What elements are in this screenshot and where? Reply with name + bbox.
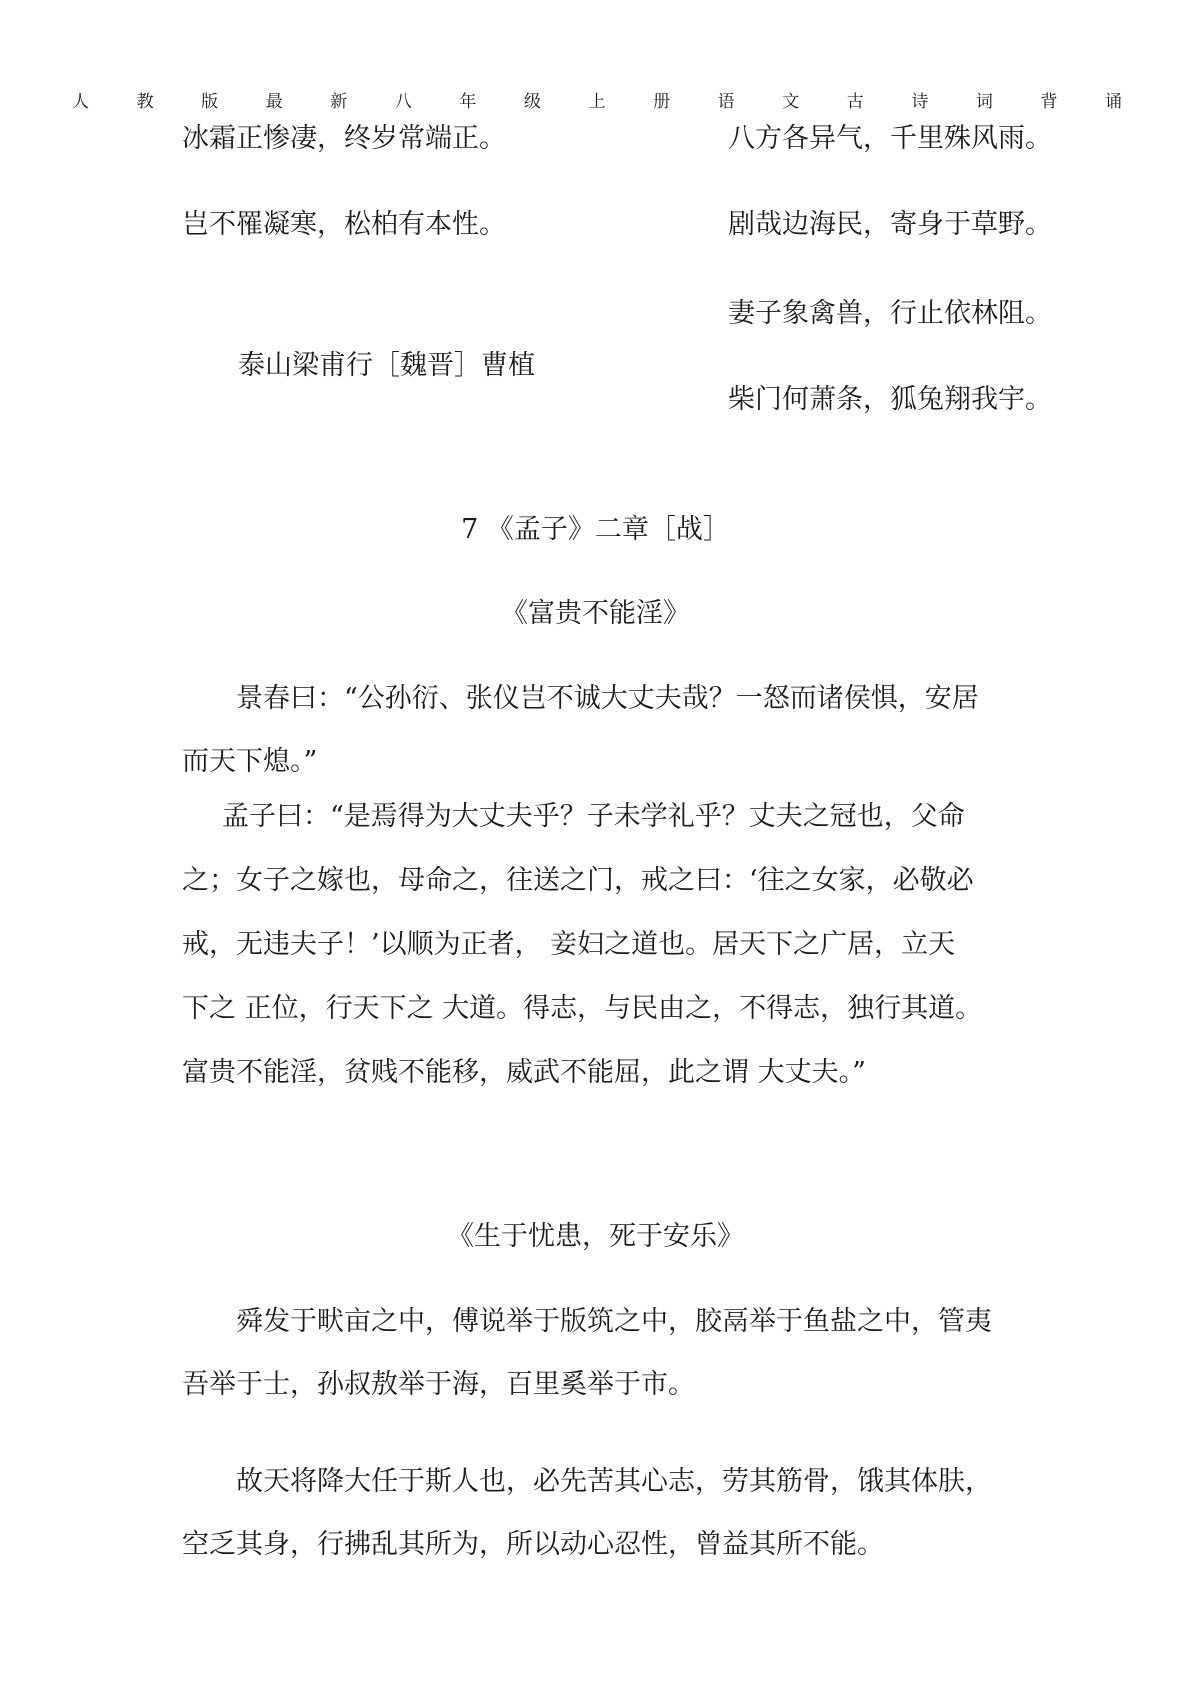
subtitle-shengyu: 《生于忧患，死于安乐》 [447, 1221, 744, 1252]
paragraph-line: 吾举于士，孙叔敖举于海，百里奚举于市。 [182, 1369, 695, 1400]
paragraph-line: 舜发于畎亩之中，傅说举于版筑之中，胶鬲举于鱼盐之中，管夷 [236, 1306, 992, 1337]
paragraph-jingchun [182, 682, 1012, 779]
header-char: 文 [782, 92, 800, 112]
poem-right-line-4: 柴门何萧条，狐兔翔我宇。 [728, 384, 1052, 415]
paragraph-line: 下之 正位，行天下之 大道。得志，与民由之，不得志，独行其道。 [182, 993, 983, 1024]
paragraph-tianjiang [182, 1465, 1012, 1562]
paragraph-line: 故天将降大任于斯人也，必先苦其心志，劳其筋骨，饿其体肤， [236, 1466, 992, 1497]
header-char: 最 [265, 92, 283, 112]
header-char: 级 [523, 92, 541, 112]
paragraph-line: 戒，无违夫子！’以顺为正者， 妾妇之道也。居天下之广居，立天 [182, 929, 956, 960]
paragraph-mengzi [182, 800, 1012, 1090]
header-char: 古 [846, 92, 864, 112]
poem-right-line-1: 八方各异气，千里殊风雨。 [728, 123, 1052, 154]
header-char: 八 [394, 92, 412, 112]
section-heading: 7 《孟子》二章［战］ [461, 514, 730, 545]
header-char: 诗 [911, 92, 929, 112]
header-char: 背 [1040, 92, 1058, 112]
header-char: 版 [201, 92, 219, 112]
header-char: 词 [975, 92, 993, 112]
header-char: 诵 [1105, 92, 1122, 112]
paragraph-line: 富贵不能淫，贫贱不能移，威武不能屈，此之谓 大丈夫。” [182, 1057, 866, 1088]
paragraph-line: 而天下熄。” [182, 746, 318, 777]
poem-left-line-2: 岂不罹凝寒，松柏有本性。 [182, 209, 506, 240]
paragraph-shun [182, 1305, 1012, 1402]
paragraph-line: 孟子曰：“是焉得为大丈夫乎？子未学礼乎？丈夫之冠也，父命 [222, 801, 965, 832]
header-char: 上 [588, 92, 606, 112]
paragraph-line: 空乏其身，行拂乱其所为，所以动心忍性，曾益其所不能。 [182, 1529, 884, 1560]
subtitle-fugui: 《富贵不能淫》 [501, 598, 690, 629]
poem-right-line-3: 妻子象禽兽，行止依林阻。 [728, 298, 1052, 329]
header-char: 语 [717, 92, 735, 112]
header-char: 人 [72, 92, 89, 112]
poem-title: 泰山梁甫行［魏晋］曹植 [238, 350, 535, 381]
paragraph-line: 景春曰：“公孙衍、张仪岂不诚大丈夫哉？一怒而诸侯惧，安居 [236, 683, 979, 714]
poem-left-line-1: 冰霜正惨凄，终岁常端正。 [182, 123, 506, 154]
page-header [72, 92, 1122, 112]
header-char: 教 [136, 92, 154, 112]
header-char: 册 [653, 92, 671, 112]
header-char: 新 [330, 92, 348, 112]
header-char: 年 [459, 92, 477, 112]
poem-right-line-2: 剧哉边海民，寄身于草野。 [728, 209, 1052, 240]
paragraph-line: 之；女子之嫁也，母命之，往送之门，戒之曰：‘往之女家，必敬必 [182, 865, 974, 896]
